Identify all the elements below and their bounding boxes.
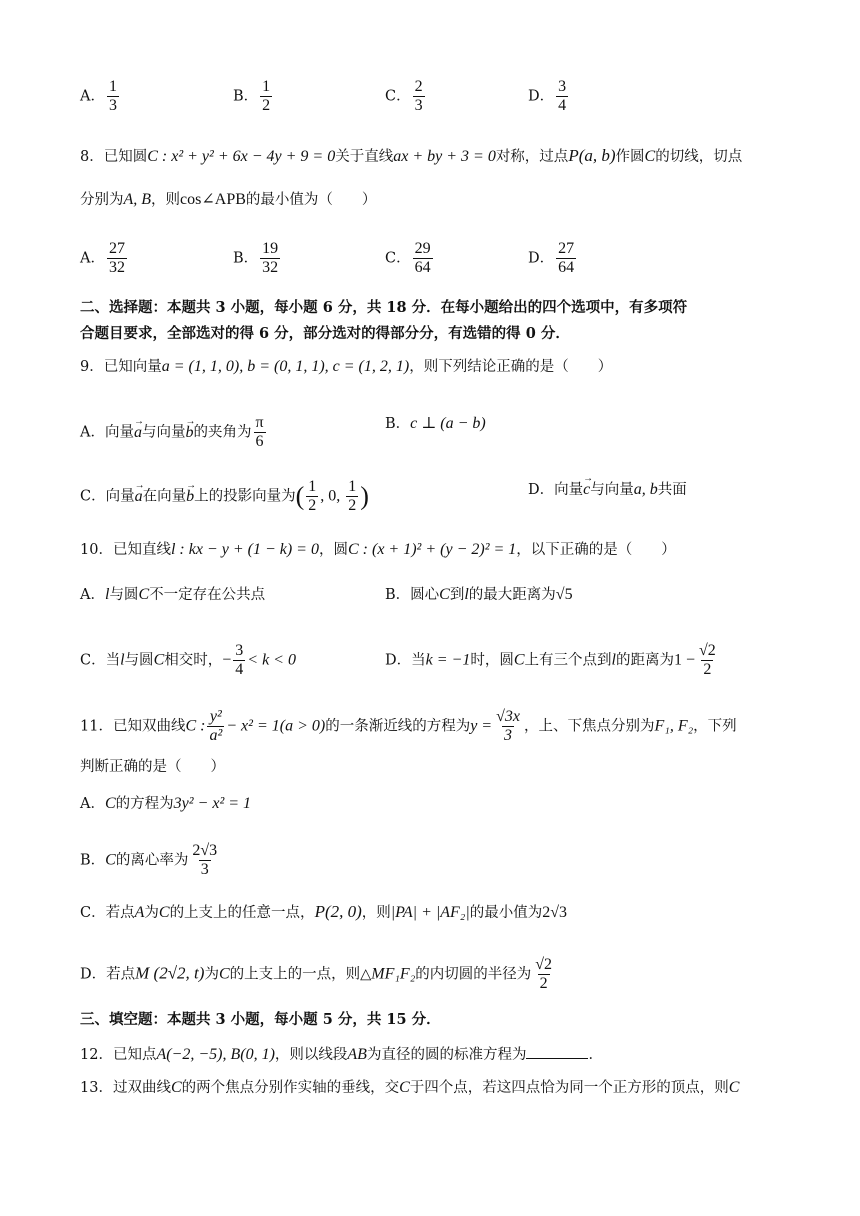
q11-option-b: B．C的离心率为 $\frac{2√3}{3}$ bbox=[80, 842, 218, 878]
q7-option-a: A． $\frac{1}{3}$ bbox=[80, 78, 117, 114]
q10-option-b: B．圆心C到l的最大距离为√5 bbox=[385, 586, 573, 603]
q9-option-a: A．向量→ a与向量→ b的夹角为 $\frac{\pi}{6}$ bbox=[80, 414, 268, 451]
q11-option-d: D．若点M (2√2, t)为C的上支上的一点，则△MF₁F₂的内切圆的半径为 $\frac{√2}{2}$ bbox=[80, 956, 553, 992]
q11-option-c: C．若点A为C的上支上的任意一点，P(2, 0)，则|PA| + |AF₂|的最小值为2√3 bbox=[80, 902, 568, 921]
q11-option-a: A．C的方程为3y² − x² = 1 bbox=[80, 795, 252, 812]
q8-stem-line2: 分别为A, B，则cos∠APB的最小值为（ ） bbox=[80, 191, 377, 208]
q8-option-a: A． $\frac{27}{32}$ bbox=[80, 240, 125, 276]
q9-option-d: D．向量→ c与向量a, b共面 bbox=[528, 480, 687, 500]
q9-stem: 9．已知向量a = (1, 1, 0), b = (0, 1, 1), c = (1, 2, 1)，则下列结论正确的是（ ） bbox=[80, 358, 613, 375]
q8-option-c: C． $\frac{29}{64}$ bbox=[385, 240, 431, 276]
q9-option-c: C．向量→ a在向量→ b上的投影向量为( $\frac{1}{2}$ , 0, $\frac{1}{2}$ ) bbox=[80, 478, 369, 515]
q8-option-d: D． $\frac{27}{64}$ bbox=[528, 240, 575, 276]
q9-option-b: B．c ⊥ (a − b) bbox=[385, 415, 486, 432]
q11-stem-line2: 判断正确的是（ ） bbox=[80, 759, 225, 775]
q7-option-b: B． $\frac{1}{2}$ bbox=[233, 78, 271, 114]
q10-option-d: D．当k = −1时，圆C上有三个点到l的距离为1 − $\frac{√2}{2}$ bbox=[385, 642, 716, 678]
q10-option-c: C．当l与圆C相交时，− $\frac{3}{4}$ < k < 0 bbox=[80, 642, 296, 678]
section3-heading: 三、填空题：本题共 3 小题，每小题 5 分，共 15 分． bbox=[80, 1011, 441, 1028]
q8-option-b: B． $\frac{19}{32}$ bbox=[233, 240, 279, 276]
section2-heading-line2: 合题目要求，全部选对的得 6 分，部分选对的得部分分，有选错的得 0 分． bbox=[80, 325, 570, 342]
q10-option-a: A．l与圆C不一定存在公共点 bbox=[80, 586, 266, 603]
q12-stem: 12．已知点A(−2, −5), B(0, 1)，则以线段AB为直径的圆的标准方程为 ． bbox=[80, 1046, 603, 1063]
section2-heading-line1: 二、选择题：本题共 3 小题，每小题 6 分，共 18 分．在每小题给出的四个选项中，有多项符 bbox=[80, 299, 688, 316]
q8-stem-line1: 8．已知圆C : x² + y² + 6x − 4y + 9 = 0关于直线ax + by + 3 = 0对称，过点P(a, b)作圆C的切线，切点 bbox=[80, 146, 743, 165]
q12-answer-blank[interactable] bbox=[526, 1044, 588, 1059]
q10-stem: 10．已知直线l : kx − y + (1 − k) = 0，圆C : (x + 1)² + (y − 2)² = 1，以下正确的是（ ） bbox=[80, 541, 676, 558]
q7-option-c: C． $\frac{2}{3}$ bbox=[385, 78, 423, 114]
q13-stem: 13．过双曲线C的两个焦点分别作实轴的垂线，交C于四个点，若这四点恰为同一个正方形的顶点，则C bbox=[80, 1079, 740, 1096]
q11-stem-line1: 11．已知双曲线C : $\frac{\text{y²}}{\text{a²}}$ − x² = 1(a > 0)的一条渐近线的方程为y = $\frac{√3x}{3}$ ，上、下焦点分别为F₁, F₂，下列 bbox=[80, 708, 737, 744]
q7-option-d: D． $\frac{3}{4}$ bbox=[528, 78, 567, 114]
